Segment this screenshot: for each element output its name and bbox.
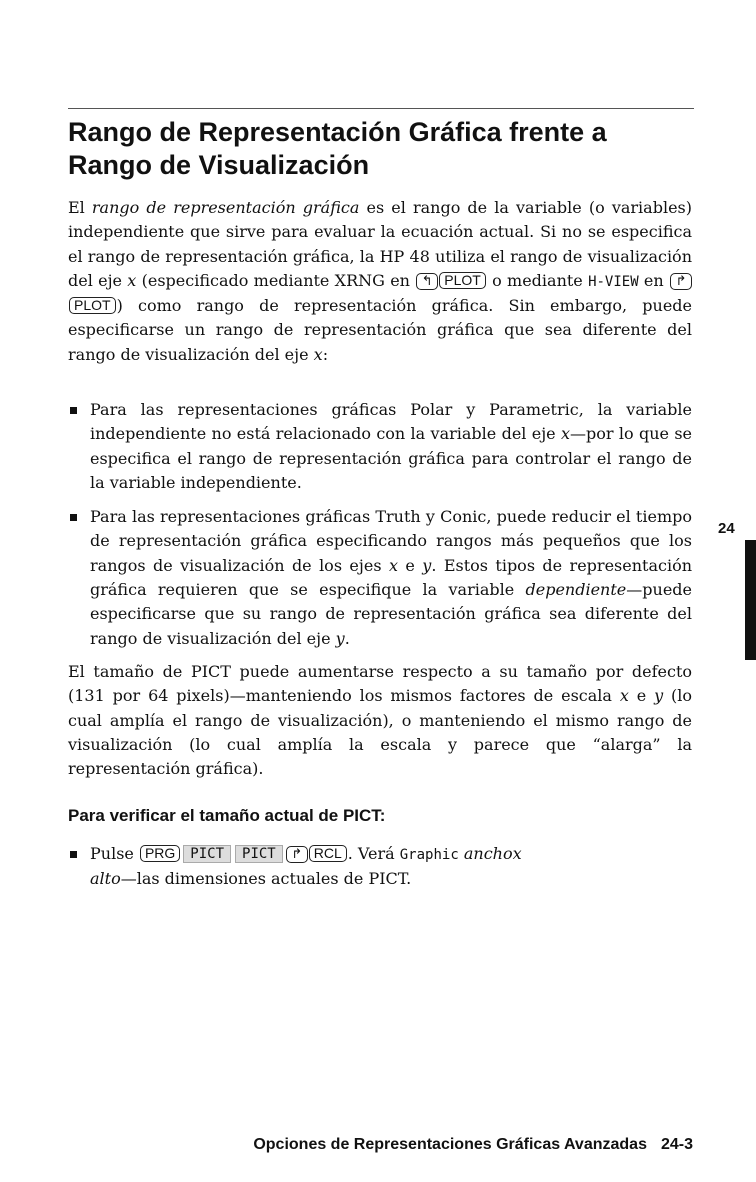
footer-title: Opciones de Representaciones Gráficas Avanzadas <box>253 1136 647 1153</box>
list-item <box>68 842 692 892</box>
page-number: 24-3 <box>660 1136 693 1153</box>
term-ancho: anchox <box>458 844 522 863</box>
pict-menu-key: PICT <box>183 845 231 863</box>
heading-line-1: Rango de Representación Gráfica frente a <box>68 117 607 147</box>
graphic-output: Graphic <box>399 847 459 863</box>
intro-text: o mediante <box>486 270 589 290</box>
bullet-icon <box>70 407 77 414</box>
bullet-text: . Estos tipos de representación gráfica requieren que se especifique la variable <box>90 555 693 600</box>
step-text: . Verá <box>347 844 400 863</box>
term-dependiente: dependiente <box>525 580 627 600</box>
left-shift-arrow-icon: ↰ <box>416 273 438 290</box>
intro-text: (especificado mediante XRNG en <box>136 270 416 290</box>
var-y: y <box>654 686 664 706</box>
intro-text: ) como rango de representación gráfica. Sin embargo, puede especificarse un rango de representación gráfica que sea diferente del rango de visualización del eje <box>68 296 692 364</box>
intro-paragraph <box>68 196 692 367</box>
right-shift-arrow-icon: ↱ <box>670 273 692 290</box>
intro-term: rango de representación gráfica <box>91 198 360 217</box>
var-x: x <box>127 270 137 290</box>
step-text: Pulse <box>90 844 139 863</box>
bullet-text: e <box>397 555 423 575</box>
heading-line-2: Rango de Visualización <box>68 150 370 180</box>
var-y: y <box>422 555 432 575</box>
list-item <box>68 505 692 651</box>
chapter-tab-number: 24 <box>718 520 735 537</box>
section-heading <box>68 116 688 182</box>
var-x: x <box>313 344 323 364</box>
prg-key: PRG <box>140 845 180 862</box>
var-x: x <box>619 686 629 706</box>
list-item <box>68 398 692 495</box>
step-text: —las dimensiones actuales de PICT. <box>120 869 412 889</box>
right-shift-arrow-icon: ↱ <box>286 846 308 863</box>
plot-key: PLOT <box>439 272 486 289</box>
pict-paragraph <box>68 660 692 781</box>
pict-text: El tamaño de PICT puede aumentarse respecto a su tamaño por defecto (131 por 64 pixels)—manteniendo los mismos factores de escala <box>68 662 692 706</box>
intro-text: : <box>322 344 329 364</box>
pict-text: e <box>628 686 655 706</box>
bullet-text: Para las representaciones gráficas Polar y Parametric, la variable independiente no está relacionado con la variable del eje <box>90 400 692 444</box>
intro-text: es el rango de la variable (o variables) independiente que sirve para evaluar la ecuación actual. Si no se especifica el rango de representación gráfica, la HP 48 utiliza el rango de visualización del eje <box>68 198 692 290</box>
pict-menu-key: PICT <box>235 845 283 863</box>
bullet-text: Para las representaciones gráficas Truth y Conic, puede reducir el tiempo de representación gráfica especificando rangos más pequeños que los rangos de visualización de los ejes <box>90 507 692 575</box>
intro-text: en <box>638 270 669 290</box>
var-x: x <box>560 424 571 444</box>
page-footer <box>253 1136 693 1154</box>
bullet-icon <box>70 851 77 858</box>
bullet-icon <box>70 514 77 521</box>
bullet-text: . <box>344 628 350 648</box>
term-alto: alto <box>90 869 121 889</box>
steps-list <box>68 842 692 892</box>
hview-command: H-VIEW <box>588 273 639 290</box>
chapter-tab-marker <box>745 540 756 660</box>
bullet-list <box>68 398 692 651</box>
pict-text: (lo cual amplía el rango de visualización), o manteniendo el mismo rango de visualización (lo cual amplía la escala y parece que “alarga” la representación gráfica). <box>68 686 693 779</box>
var-y: y <box>335 628 345 648</box>
plot-key: PLOT <box>69 297 116 314</box>
rcl-key: RCL <box>309 845 347 862</box>
top-rule <box>68 108 694 109</box>
bullet-text: —por lo que se especifica el rango de representación gráfica para controlar el rango de la variable independiente. <box>90 424 692 492</box>
subheading: Para verificar el tamaño actual de PICT: <box>68 806 386 825</box>
intro-text: El <box>68 198 92 217</box>
var-x: x <box>388 555 398 575</box>
bullet-text: —puede especificarse que su rango de representación gráfica sea diferente del rango de visualización del eje <box>90 580 692 648</box>
